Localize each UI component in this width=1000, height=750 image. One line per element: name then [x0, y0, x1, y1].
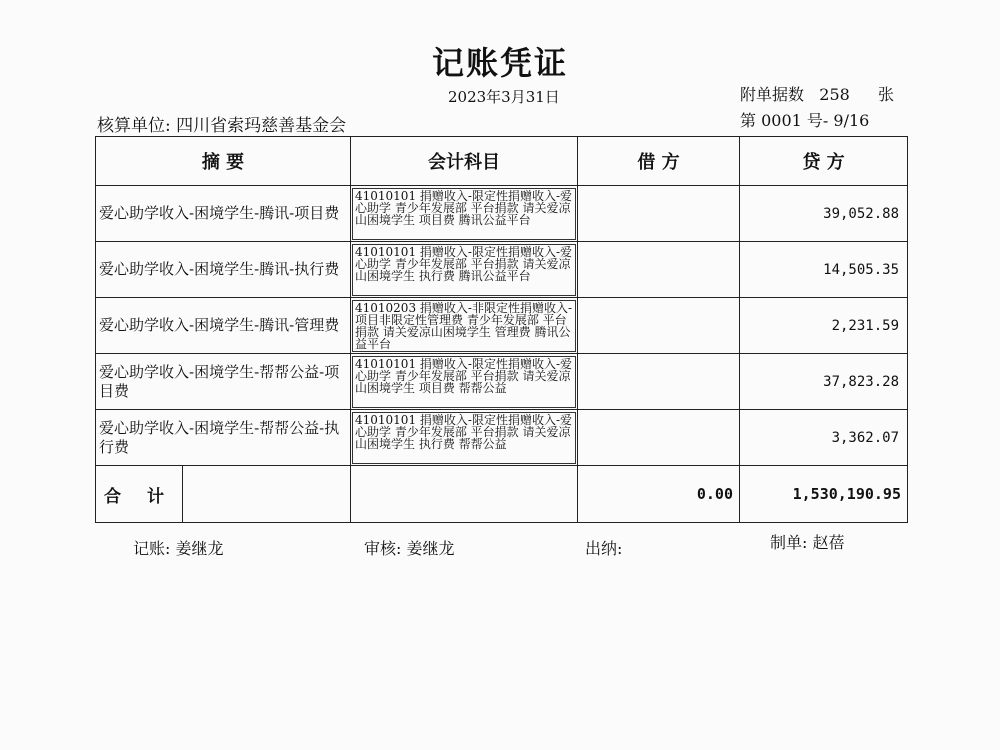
total-label: 合 计	[96, 466, 183, 522]
unit-label: 核算单位:	[97, 116, 171, 136]
row-credit: 37,823.28	[740, 354, 908, 410]
row-account-cell	[351, 186, 578, 242]
preparer: 制单: 赵蓓	[770, 533, 845, 552]
header-summary: 摘 要	[96, 137, 351, 186]
header-debit: 借 方	[578, 137, 740, 186]
row-credit: 2,231.59	[740, 298, 908, 354]
table-row	[96, 354, 908, 410]
row-credit: 14,505.35	[740, 242, 908, 298]
auditor: 审核: 姜继龙	[364, 539, 455, 558]
row-account-cell	[351, 298, 578, 354]
total-debit: 0.00	[578, 466, 740, 523]
row-credit: 39,052.88	[740, 186, 908, 242]
total-account	[351, 466, 578, 523]
row-summary: 爱心助学收入-困境学生-帮帮公益-执行费	[96, 410, 351, 466]
row-debit	[578, 242, 740, 298]
attachments-info	[740, 82, 894, 105]
attachments-unit: 张	[878, 85, 895, 104]
unit-name: 四川省索玛慈善基金会	[176, 116, 347, 136]
row-summary: 爱心助学收入-困境学生-腾讯-项目费	[96, 186, 351, 242]
voucher-title: 记账凭证	[431, 44, 568, 82]
table-header-row	[96, 137, 908, 186]
table-row	[96, 242, 908, 298]
header-credit: 贷 方	[740, 137, 908, 186]
table-row	[96, 298, 908, 354]
cashier: 出纳:	[585, 539, 623, 558]
row-debit	[578, 298, 740, 354]
row-account-cell	[351, 354, 578, 410]
attachments-label: 附单据数	[740, 85, 805, 104]
total-blank	[183, 466, 350, 522]
row-account-cell	[351, 242, 578, 298]
row-account: 41010101 捐赠收入-限定性捐赠收入-爱心助学 青少年发展部 平台捐款 请关爱凉山困境学生 项目费 帮帮公益	[352, 356, 576, 408]
total-row	[96, 466, 908, 523]
accounting-unit	[97, 111, 346, 136]
row-account: 41010101 捐赠收入-限定性捐赠收入-爱心助学 青少年发展部 平台捐款 请关爱凉山困境学生 项目费 腾讯公益平台	[352, 188, 576, 240]
voucher-number: 第 0001 号- 9/16	[740, 111, 870, 130]
row-summary: 爱心助学收入-困境学生-腾讯-管理费	[96, 298, 351, 354]
row-debit	[578, 354, 740, 410]
row-account-cell	[351, 410, 578, 466]
row-summary: 爱心助学收入-困境学生-帮帮公益-项目费	[96, 354, 351, 410]
voucher-table	[95, 136, 908, 523]
row-account: 41010101 捐赠收入-限定性捐赠收入-爱心助学 青少年发展部 平台捐款 请关爱凉山困境学生 执行费 帮帮公益	[352, 412, 576, 464]
table-row	[96, 410, 908, 466]
row-credit: 3,362.07	[740, 410, 908, 466]
attachments-count: 258	[819, 85, 850, 104]
total-credit: 1,530,190.95	[740, 466, 908, 523]
row-debit	[578, 410, 740, 466]
bookkeeper: 记账: 姜继龙	[133, 539, 224, 558]
row-account: 41010203 捐赠收入-非限定性捐赠收入-项目非限定性管理费 青少年发展部 平台捐款 请关爱凉山困境学生 管理费 腾讯公益平台	[352, 300, 576, 352]
row-summary: 爱心助学收入-困境学生-腾讯-执行费	[96, 242, 351, 298]
table-row	[96, 186, 908, 242]
total-label-cell	[96, 466, 351, 523]
header-account: 会计科目	[351, 137, 578, 186]
row-account: 41010101 捐赠收入-限定性捐赠收入-爱心助学 青少年发展部 平台捐款 请关爱凉山困境学生 执行费 腾讯公益平台	[352, 244, 576, 296]
voucher-date: 2023年3月31日	[448, 88, 560, 106]
row-debit	[578, 186, 740, 242]
